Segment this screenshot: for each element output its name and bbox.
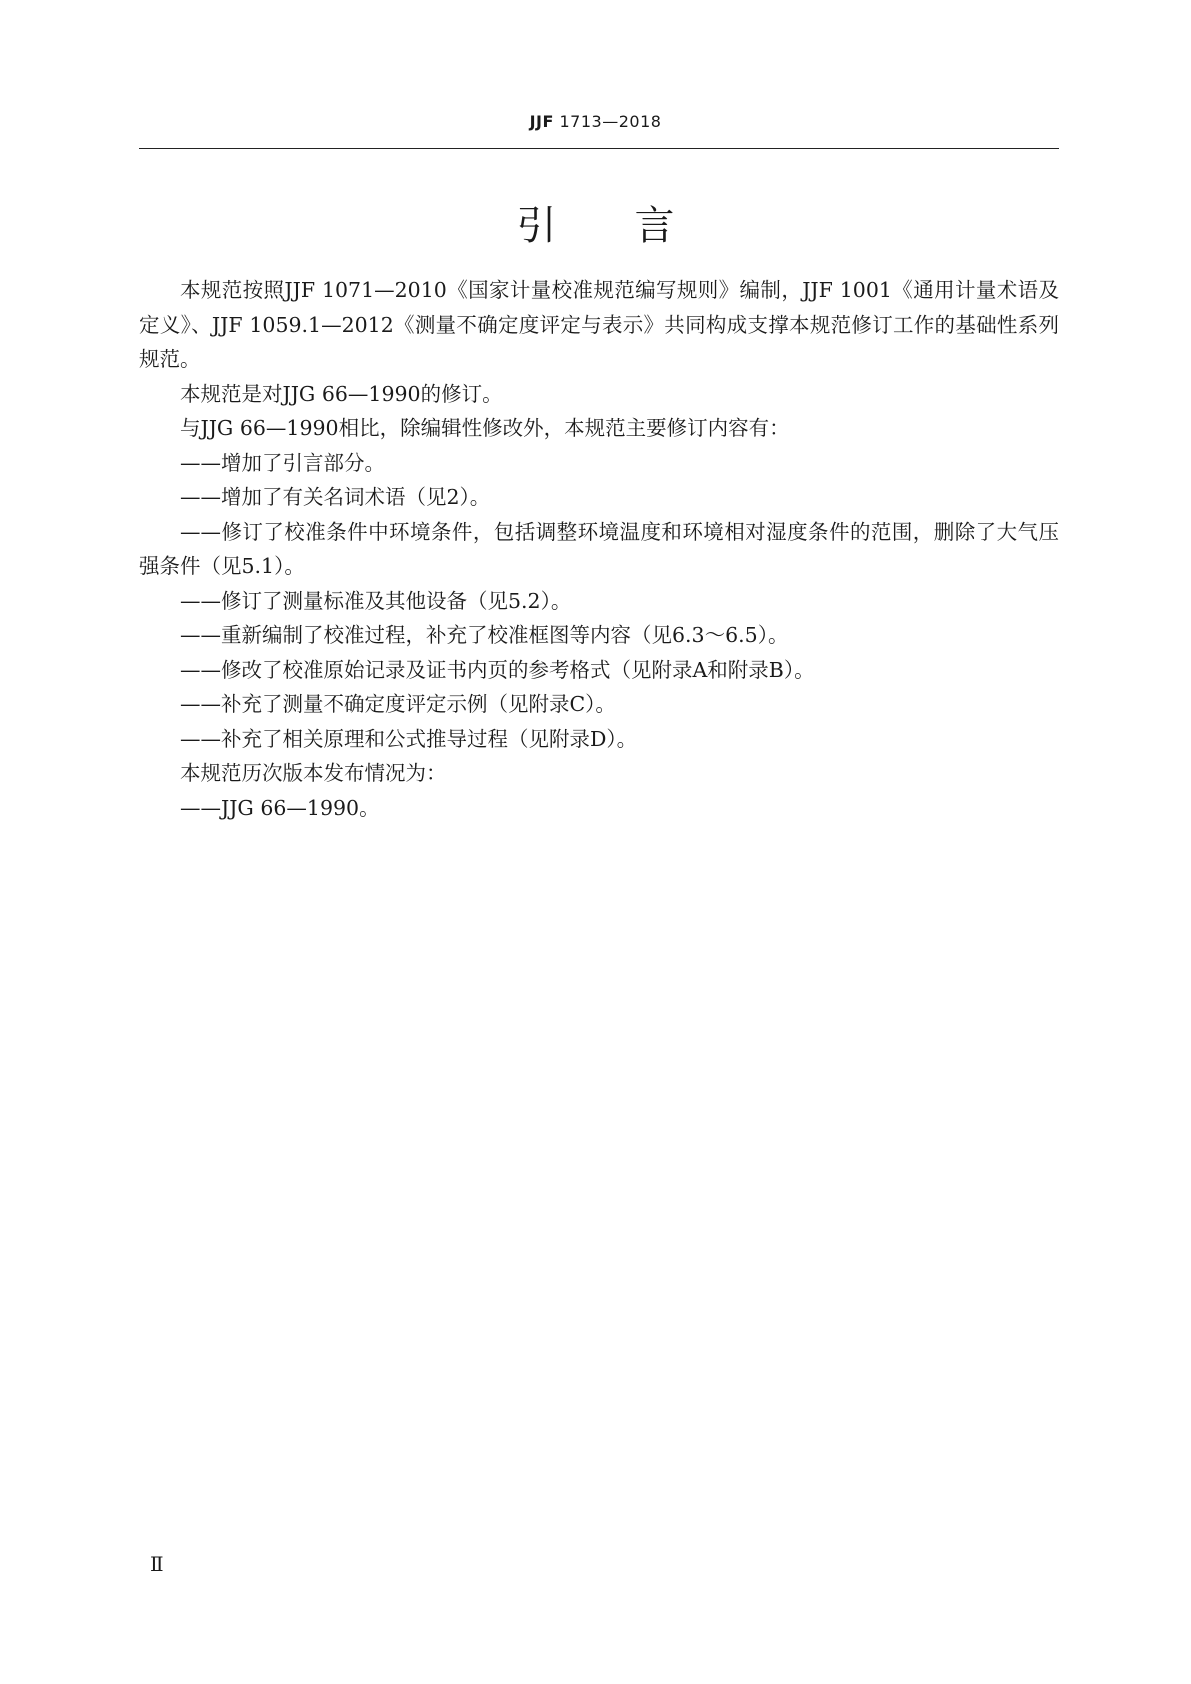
paragraph: 本规范是对JJG 66—1990的修订。 xyxy=(180,381,503,406)
list-item: ——补充了测量不确定度评定示例（见附录C）。 xyxy=(180,692,616,716)
list-item: ——修订了测量标准及其他设备（见5.2）。 xyxy=(180,588,572,613)
list-item: ——修订了校准条件中环境条件，包括调整环境温度和环境相对湿度条件的范围，删除了大气压强条件（见5.1）。 xyxy=(139,519,1059,578)
page-title: 引言 xyxy=(516,203,753,249)
list-item: ——增加了引言部分。 xyxy=(180,450,385,475)
list-item: ——修改了校准原始记录及证书内页的参考格式（见附录A和附录B）。 xyxy=(180,657,815,682)
running-header xyxy=(0,112,1191,131)
standard-code-prefix: JJF xyxy=(529,112,554,131)
body-content xyxy=(139,273,1059,825)
list-item: ——补充了相关原理和公式推导过程（见附录D）。 xyxy=(180,726,638,751)
list-item: ——增加了有关名词术语（见2）。 xyxy=(180,485,491,509)
paragraph: 本规范按照JJF 1071—2010《国家计量校准规范编写规则》编制，JJF 1001《通用计量术语及定义》、JJF 1059.1—2012《测量不确定度评定与表示》共同构成支撑本规范修订工作的基础性系列规范。 xyxy=(139,278,1059,371)
list-item: ——重新编制了校准过程，补充了校准框图等内容（见6.3～6.5）。 xyxy=(180,623,789,647)
list-item: ——JJG 66—1990。 xyxy=(180,795,380,820)
header-rule xyxy=(139,148,1059,149)
paragraph: 本规范历次版本发布情况为： xyxy=(180,761,447,785)
page-number: Ⅱ xyxy=(150,1552,164,1576)
standard-code-number: 1713—2018 xyxy=(559,112,662,131)
paragraph: 与JJG 66—1990相比，除编辑性修改外，本规范主要修订内容有： xyxy=(180,416,790,440)
